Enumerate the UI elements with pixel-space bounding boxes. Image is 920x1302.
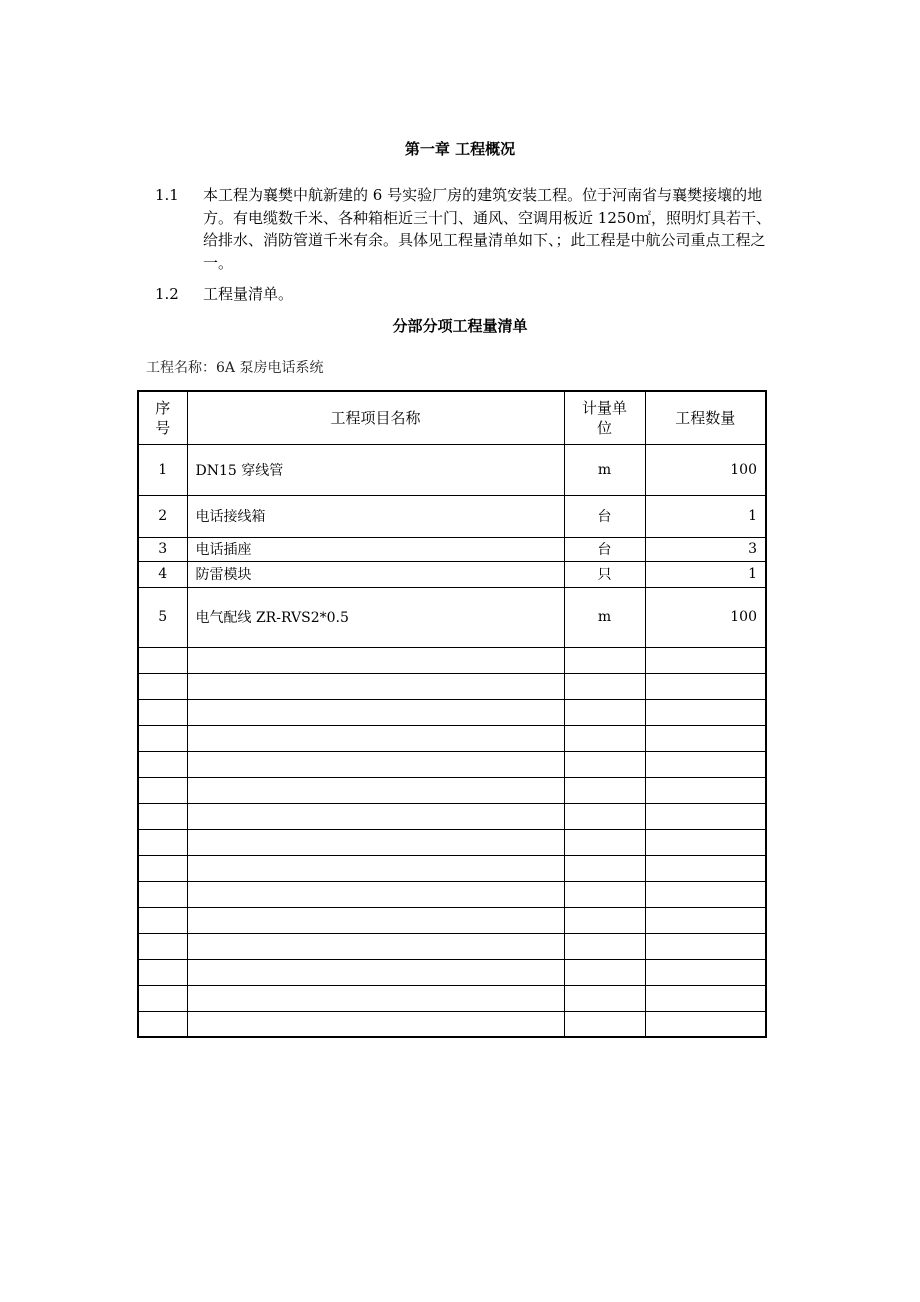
cell-qty: 1 (645, 495, 766, 537)
header-seq: 序号 (138, 391, 187, 444)
cell-qty: 3 (645, 537, 766, 561)
empty-row (138, 699, 766, 725)
cell-name: 电话插座 (187, 537, 564, 561)
cell-qty: 100 (645, 444, 766, 495)
empty-row (138, 985, 766, 1011)
chapter-title: 第一章 工程概况 (404, 140, 516, 158)
empty-row (138, 907, 766, 933)
cell-seq: 3 (138, 537, 187, 561)
header-unit: 计量单位 (564, 391, 645, 444)
empty-row (138, 751, 766, 777)
empty-row (138, 1011, 766, 1037)
quantity-table (137, 390, 767, 1038)
empty-row (138, 829, 766, 855)
empty-row (138, 803, 766, 829)
table-title: 分部分项工程量清单 (392, 317, 528, 335)
empty-row (138, 725, 766, 751)
empty-row (138, 673, 766, 699)
cell-seq: 1 (138, 444, 187, 495)
cell-unit: m (564, 444, 645, 495)
cell-name: DN15 穿线管 (187, 444, 564, 495)
paragraph-number: 1.2 (155, 285, 179, 303)
empty-row (138, 959, 766, 985)
cell-name: 电气配线 ZR-RVS2*0.5 (187, 587, 564, 647)
empty-row (138, 777, 766, 803)
table-row (138, 537, 766, 561)
header-qty: 工程数量 (645, 391, 766, 444)
empty-row (138, 881, 766, 907)
paragraph-text: 本工程为襄樊中航新建的 6 号实验厂房的建筑安装工程。位于河南省与襄樊接壤的地方。有电缆数千米、各种箱柜近三十门、通风、空调用板近 1250㎡，照明灯具若干、给排水、消防管道千米有余。具体见工程量清单如下、；此工程是中航公司重点工程之一。 (203, 186, 771, 272)
cell-seq: 4 (138, 561, 187, 587)
paragraph-text: 工程量清单。 (203, 285, 294, 303)
paragraph-1-2 (155, 283, 785, 306)
cell-unit: 只 (564, 561, 645, 587)
cell-name: 防雷模块 (187, 561, 564, 587)
empty-row (138, 647, 766, 673)
empty-row (138, 855, 766, 881)
header-name: 工程项目名称 (187, 391, 564, 444)
table-row (138, 587, 766, 647)
cell-unit: 台 (564, 537, 645, 561)
cell-unit: 台 (564, 495, 645, 537)
cell-qty: 1 (645, 561, 766, 587)
table-header-row (138, 391, 766, 444)
paragraph-number: 1.1 (155, 186, 179, 204)
empty-row (138, 933, 766, 959)
paragraph-1-1 (155, 184, 785, 274)
table-row (138, 495, 766, 537)
table-row (138, 561, 766, 587)
cell-seq: 5 (138, 587, 187, 647)
project-name: 工程名称：6A 泵房电话系统 (146, 360, 324, 376)
cell-seq: 2 (138, 495, 187, 537)
table-row (138, 444, 766, 495)
cell-qty: 100 (645, 587, 766, 647)
cell-name: 电话接线箱 (187, 495, 564, 537)
cell-unit: m (564, 587, 645, 647)
